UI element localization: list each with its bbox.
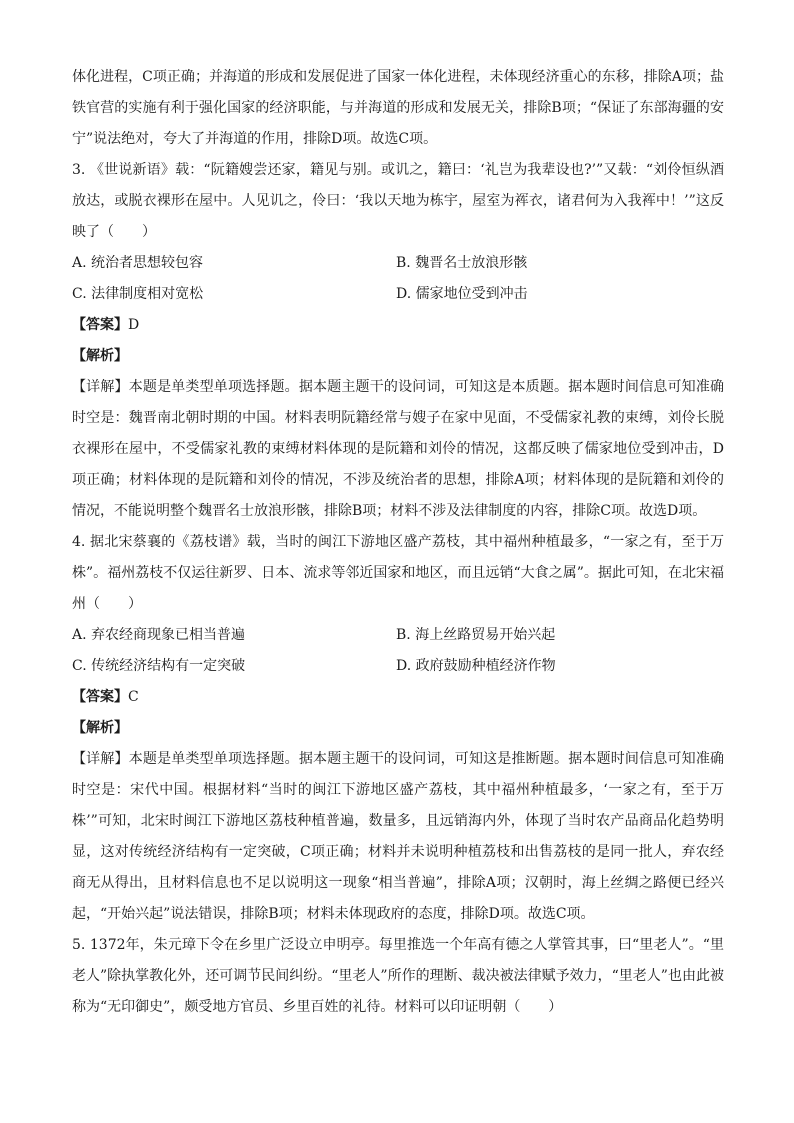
question-4-options-row-2	[72, 651, 724, 682]
option-a[interactable]: A. 统治者思想较包容	[72, 255, 204, 271]
question-5-stem: 5. 1372年，朱元璋下令在乡里广泛设立申明亭。每里推选一个年高有德之人掌管其事，曰“里老人”。“里老人”除执掌教化外，还可调节民间纠纷。“里老人”所作的理断、裁决被法律赋予效力，“里老人”也由此被称为“无印御史”，颇受地方官员、乡里百姓的礼待。材料可以印证明朝（ ）	[72, 937, 724, 1015]
question-3-stem: 3. 《世说新语》载：“阮籍嫂尝还家，籍见与别。或讥之，籍曰：‘礼岂为我辈设也?’”又载：“刘伶恒纵酒放达，或脱衣裸形在屋中。人见讥之，伶曰：‘我以天地为栋宇，屋室为裈衣，诸君何为入我裈中！’”这反映了（ ）	[72, 162, 724, 240]
question-4-analysis-label: 【解析】	[72, 720, 128, 736]
question-4-stem: 4. 据北宋蔡襄的《荔枝谱》载，当时的闽江下游地区盛产荔枝，其中福州种植最多，“一家之有，至于万株”。福州荔枝不仅运往新罗、日本、流求等邻近国家和地区，而且远销“大食之属”。据此可知，在北宋福州（ ）	[72, 534, 724, 612]
option-c[interactable]: C. 法律制度相对宽松	[72, 286, 204, 302]
option-c[interactable]: C. 传统经济结构有一定突破	[72, 658, 246, 674]
intro-paragraph: 体化进程，C项正确；并海道的形成和发展促进了国家一体化进程，未体现经济重心的东移，排除A项；盐铁官营的实施有利于强化国家的经济职能，与并海道的形成和发展无关，排除B项；“保证了东部海疆的安宁”说法绝对，夸大了并海道的作用，排除D项。故选C项。	[72, 69, 724, 147]
question-3-detail: 【详解】本题是单类型单项选择题。据本题主题干的设问词，可知这是本质题。据本题时间信息可知准确时空是：魏晋南北朝时期的中国。材料表明阮籍经常与嫂子在家中见面，不受儒家礼教的束缚，刘伶长脱衣裸形在屋中，不受儒家礼教的束缚材料体现的是阮籍和刘伶的情况，这都反映了儒家地位受到冲击，D项正确；材料体现的是阮籍和刘伶的情况，不涉及统治者的思想，排除A项；材料体现的是阮籍和刘伶的情况，不能说明整个魏晋名士放浪形骸，排除B项；材料不涉及法律制度的内容，排除C项。故选D项。	[72, 379, 724, 519]
question-4-detail: 【详解】本题是单类型单项选择题。据本题主题干的设问词，可知这是推断题。据本题时间信息可知准确时空是：宋代中国。根据材料“当时的闽江下游地区盛产荔枝，其中福州种植最多，‘一家之有，至于万株’”可知，北宋时闽江下游地区荔枝种植普遍，数量多，且远销海内外，体现了当时农产品商品化趋势明显，这对传统经济结构有一定突破，C项正确；材料并未说明种植荔枝和出售荔枝的是同一批人，弃农经商无从得出，且材料信息也不足以说明这一现象“相当普遍”，排除A项；汉朝时，海上丝绸之路便已经兴起，“开始兴起”说法错误，排除B项；材料未体现政府的态度，排除D项。故选C项。	[72, 751, 724, 922]
question-4-options-row-1	[72, 620, 724, 651]
answer-label: 【答案】	[72, 317, 128, 333]
answer-label: 【答案】	[72, 689, 128, 705]
question-3-options-row-1	[72, 248, 724, 279]
answer-value: C	[128, 689, 139, 705]
option-b[interactable]: B. 海上丝路贸易开始兴起	[396, 627, 556, 643]
option-a[interactable]: A. 弃农经商现象已相当普遍	[72, 627, 246, 643]
question-3-options-row-2	[72, 279, 724, 310]
question-3-analysis-label: 【解析】	[72, 348, 128, 364]
question-4-answer	[72, 682, 139, 713]
option-d[interactable]: D. 儒家地位受到冲击	[396, 286, 528, 302]
question-3-answer	[72, 310, 139, 341]
option-d[interactable]: D. 政府鼓励种植经济作物	[396, 658, 556, 674]
answer-value: D	[128, 317, 140, 333]
option-b[interactable]: B. 魏晋名士放浪形骸	[396, 255, 528, 271]
